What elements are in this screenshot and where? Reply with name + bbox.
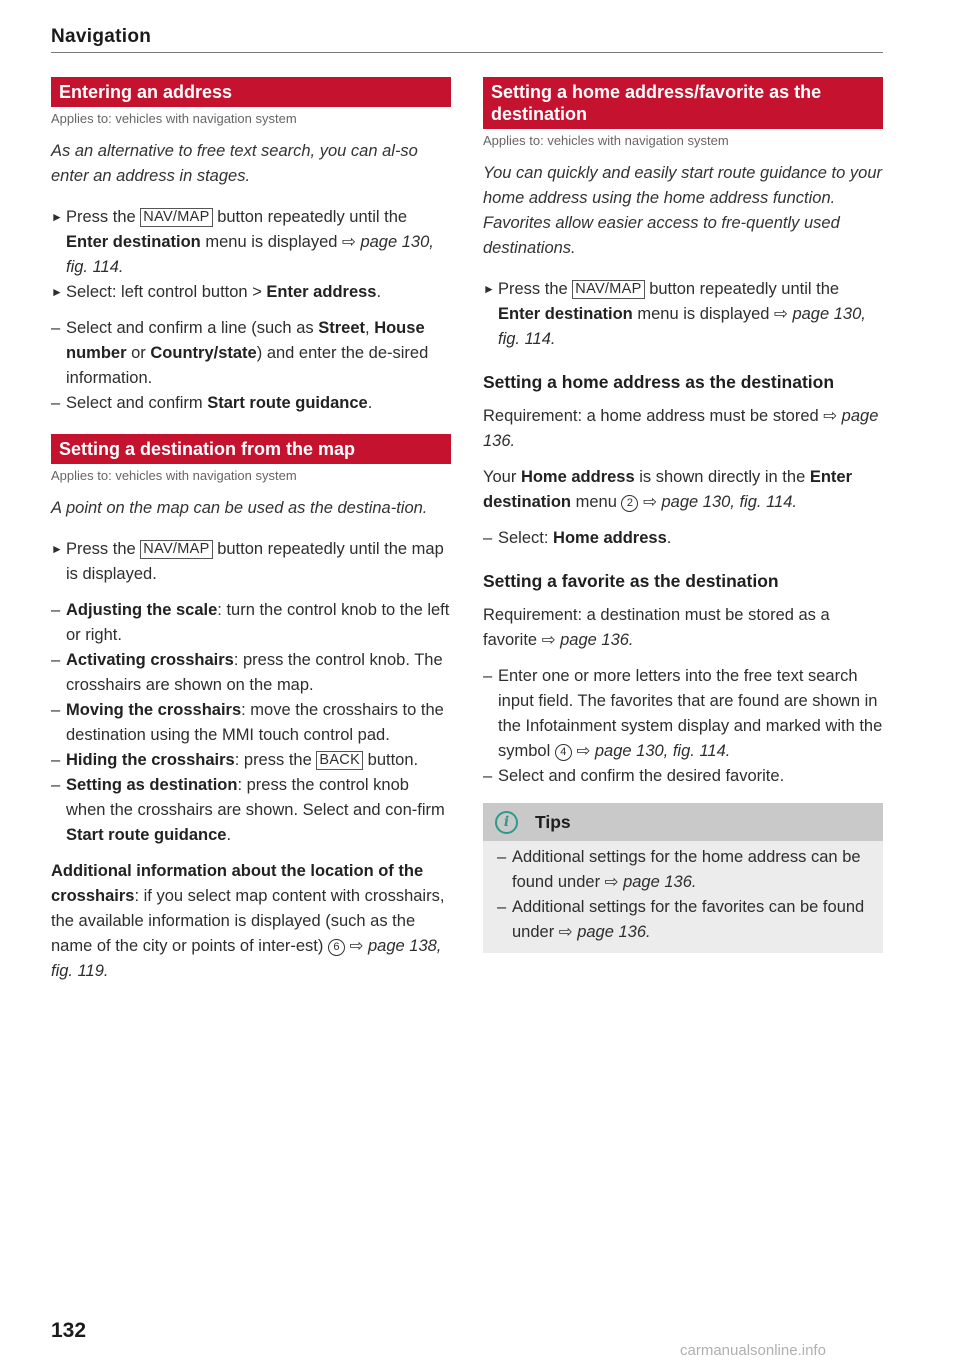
nav-map-key: NAV/MAP <box>572 280 644 299</box>
applies-note: Applies to: vehicles with navigation system <box>51 468 297 483</box>
page-reference: ⇨ page 136. <box>541 631 634 649</box>
header-rule <box>51 52 883 53</box>
arrow-marker-icon: ► <box>51 542 63 556</box>
watermark: carmanualsonline.info <box>680 1342 826 1359</box>
intro-text: A point on the map can be used as the destina-tion. <box>51 499 428 517</box>
tips-title: Tips <box>535 812 571 832</box>
dash-item: – Select and confirm the desired favorite. <box>483 767 785 785</box>
step-item: ► Press the NAV/MAP button repeatedly until the Enter destination menu is displayed ⇨ page 130, fig. 114. <box>483 277 883 352</box>
info-icon: i <box>495 811 518 834</box>
tips-header <box>483 803 883 841</box>
dash-item: – Additional settings for the favorites can be found under ⇨ page 136. <box>497 898 865 941</box>
subheading-home-address: Setting a home address as the destination <box>483 372 835 392</box>
home-address-paragraph: Your Home address is shown directly in the Enter destination menu 2 ⇨ page 130, fig. 114. <box>483 468 853 511</box>
applies-note: Applies to: vehicles with navigation system <box>51 111 297 126</box>
section-title-destination-from-map: Setting a destination from the map <box>51 434 451 464</box>
dash-item: – Hiding the crosshairs: press the BACK button. <box>51 751 419 769</box>
callout-number: 6 <box>328 939 345 956</box>
back-key: BACK <box>316 751 363 770</box>
page-reference: ⇨ page 130, fig. 114. <box>66 233 434 276</box>
nav-map-key: NAV/MAP <box>140 208 212 227</box>
applies-note: Applies to: vehicles with navigation system <box>483 133 729 148</box>
running-header: Navigation <box>51 26 152 47</box>
page-reference: ⇨ page 136. <box>483 407 879 450</box>
dash-item: – Enter one or more letters into the free text search input field. The favorites that are found are shown in the Infotainment system display and marked with the symbol 4 ⇨ page 130, fig. 114. <box>483 667 883 760</box>
page-reference: ⇨ page 136. <box>558 923 651 941</box>
dash-item: – Activating crosshairs: press the control knob. The crosshairs are shown on the map. <box>51 651 443 694</box>
step-item: ► Select: left control button > Enter address. <box>51 280 451 305</box>
dash-item: – Select and confirm Start route guidance. <box>51 394 373 412</box>
dash-item: – Select: Home address. <box>483 529 672 547</box>
page-reference: ⇨ page 130, fig. 114. <box>576 742 731 760</box>
tips-body <box>483 841 883 953</box>
dash-item: – Setting as destination: press the control knob when the crosshairs are shown. Select and con-firm Start route guidance. <box>51 776 445 844</box>
page-number: 132 <box>51 1319 87 1342</box>
dash-item: – Moving the crosshairs: move the crosshairs to the destination using the MMI touch control pad. <box>51 701 444 744</box>
section-title-home-favorite: Setting a home address/favorite as the destination <box>483 77 883 129</box>
intro-text: You can quickly and easily start route guidance to your home address using the home address function. Favorites allow easier access to fre-quently used destinations. <box>483 164 882 257</box>
callout-number: 4 <box>555 744 572 761</box>
page-reference: ⇨ page 136. <box>604 873 697 891</box>
subheading-favorite: Setting a favorite as the destination <box>483 571 779 591</box>
nav-map-key: NAV/MAP <box>140 540 212 559</box>
page-reference: ⇨ page 130, fig. 114. <box>643 493 797 511</box>
dash-item: – Adjusting the scale: turn the control knob to the left or right. <box>51 601 450 644</box>
requirement-text: Requirement: a destination must be stored as a favorite ⇨ page 136. <box>483 606 830 649</box>
tips-box <box>483 803 883 953</box>
callout-number: 2 <box>621 495 638 512</box>
section-title-entering-address: Entering an address <box>51 77 451 107</box>
step-item: ► Press the NAV/MAP button repeatedly until the map is displayed. <box>51 537 451 587</box>
right-column <box>483 77 883 953</box>
additional-info-paragraph: Additional information about the location of the crosshairs: if you select map content with crosshairs, the available information is displayed (such as the name of the city or points of inter-est) 6 ⇨ page 138, fig. 119. <box>51 862 445 980</box>
left-column <box>51 77 451 984</box>
step-item: ► Press the NAV/MAP button repeatedly until the Enter destination menu is displayed ⇨ page 130, fig. 114. <box>51 205 451 280</box>
page-reference: ⇨ page 130, fig. 114. <box>498 305 866 348</box>
arrow-marker-icon: ► <box>483 282 495 296</box>
arrow-marker-icon: ► <box>51 210 63 224</box>
intro-text: As an alternative to free text search, you can al-so enter an address in stages. <box>51 142 418 185</box>
dash-item: – Additional settings for the home address can be found under ⇨ page 136. <box>497 848 861 891</box>
arrow-marker-icon: ► <box>51 285 63 299</box>
dash-item: – Select and confirm a line (such as Street, House number or Country/state) and enter the de-sired information. <box>51 319 429 387</box>
requirement-text: Requirement: a home address must be stored ⇨ page 136. <box>483 407 879 450</box>
page-reference: ⇨ page 138, fig. 119. <box>51 937 442 980</box>
